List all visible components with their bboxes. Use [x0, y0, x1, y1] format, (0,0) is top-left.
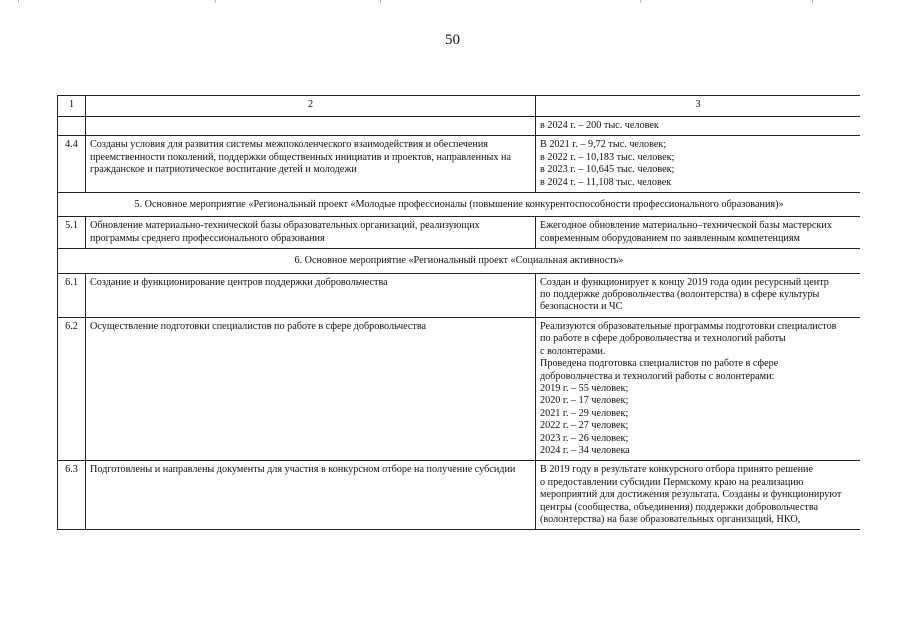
- result-line: добровольчества и технологий работы с волонтерами:: [540, 370, 775, 382]
- section-row: [58, 193, 861, 217]
- result-line: 2020 г. – 17 человек;: [540, 395, 629, 407]
- result-line: в 2022 г. – 10,183 тыс. человек;: [540, 151, 675, 163]
- result-cell: [536, 117, 861, 136]
- result-line: Ежегодное обновление материально–технической базы мастерских: [540, 220, 832, 232]
- activity-description: Подготовлены и направлены документы для участия в конкурсном отборе на получение субсидии: [86, 461, 536, 530]
- result-line: 2023 г. – 26 человек;: [540, 432, 629, 444]
- row-number: 5.1: [58, 217, 86, 249]
- results-table: [57, 95, 860, 530]
- result-line: 2019 г. – 55 человек;: [540, 382, 629, 394]
- column-header-3: 3: [536, 96, 861, 117]
- scan-mark: [380, 0, 381, 3]
- result-line: 2022 г. – 27 человек;: [540, 420, 629, 432]
- scan-mark: [640, 0, 641, 3]
- scan-top-edge: [0, 0, 905, 4]
- result-line: центры (сообщества, объединения) поддержки добровольчества: [540, 501, 819, 513]
- result-cell: [536, 317, 861, 460]
- row-number: 6.1: [58, 273, 86, 317]
- result-line: Создан и функционирует к концу 2019 года один ресурсный центр: [540, 276, 829, 288]
- result-line: (волонтерства) на базе образовательных организаций, НКО,: [540, 513, 801, 525]
- result-line: о предоставлении субсидии Пермскому краю на реализацию: [540, 476, 804, 488]
- row-number: [58, 117, 86, 136]
- table-row: [58, 273, 861, 317]
- table-row: [58, 317, 861, 460]
- result-line: 2024 г. – 34 человека: [540, 444, 630, 456]
- document-table-frame: [57, 95, 860, 571]
- result-cell: [536, 461, 861, 530]
- result-line: современным оборудованием по заявленным компетенциям: [540, 232, 800, 244]
- result-cell: [536, 273, 861, 317]
- result-line: В 2019 году в результате конкурсного отбора принято решение: [540, 464, 814, 476]
- table-row: [58, 117, 861, 136]
- table-row: [58, 461, 861, 530]
- section-title: 6. Основное мероприятие «Региональный проект «Социальная активность»: [58, 249, 861, 273]
- result-cell: [536, 217, 861, 249]
- scan-mark: [215, 0, 216, 3]
- result-cell: [536, 136, 861, 193]
- table-row: [58, 136, 861, 193]
- section-title: 5. Основное мероприятие «Региональный проект «Молодые профессионалы (повышение конкурентоспособности профессионального образования)»: [58, 193, 861, 217]
- row-number: 6.2: [58, 317, 86, 460]
- result-line: В 2021 г. – 9,72 тыс. человек;: [540, 139, 667, 151]
- result-line: по поддержке добровольчества (волонтерства) в сфере культуры: [540, 289, 820, 301]
- result-line: с волонтерами.: [540, 345, 606, 357]
- table-header-row: [58, 96, 861, 117]
- table-body: [58, 117, 861, 530]
- result-line: по работе в сфере добровольчества и технологий работы: [540, 333, 786, 345]
- page-number: 50: [445, 32, 460, 48]
- result-line: безопасности и ЧС: [540, 301, 623, 313]
- activity-description: Создание и функционирование центров поддержки добровольчества: [86, 273, 536, 317]
- column-header-2: 2: [86, 96, 536, 117]
- section-row: [58, 249, 861, 273]
- activity-description: Созданы условия для развития системы межпоколенческого взаимодействия и обеспечения преемственности поколений, поддержки общественных инициатив и проектов, направленных на гражданское и патриотическое воспитание детей и молодежи: [86, 136, 536, 193]
- result-line: мероприятий для достижения результата. Созданы и функционируют: [540, 489, 842, 501]
- column-header-1: 1: [58, 96, 86, 117]
- activity-description: Осуществление подготовки специалистов по работе в сфере добровольчества: [86, 317, 536, 460]
- result-line: в 2024 г. – 200 тыс. человек: [540, 120, 659, 131]
- table-row: [58, 217, 861, 249]
- row-number: 4.4: [58, 136, 86, 193]
- activity-description: Обновление материально-технической базы образовательных организаций, реализующих программы среднего профессионального образования: [86, 217, 536, 249]
- result-line: 2021 г. – 29 человек;: [540, 407, 629, 419]
- result-line: Проведена подготовка специалистов по работе в сфере: [540, 358, 779, 370]
- result-line: Реализуются образовательные программы подготовки специалистов: [540, 320, 837, 332]
- result-line: в 2023 г. – 10,645 тыс. человек;: [540, 164, 675, 176]
- result-line: в 2024 г. – 11,108 тыс. человек: [540, 176, 672, 188]
- scan-mark: [18, 0, 19, 3]
- scan-mark: [812, 0, 813, 3]
- activity-description: [86, 117, 536, 136]
- row-number: 6.3: [58, 461, 86, 530]
